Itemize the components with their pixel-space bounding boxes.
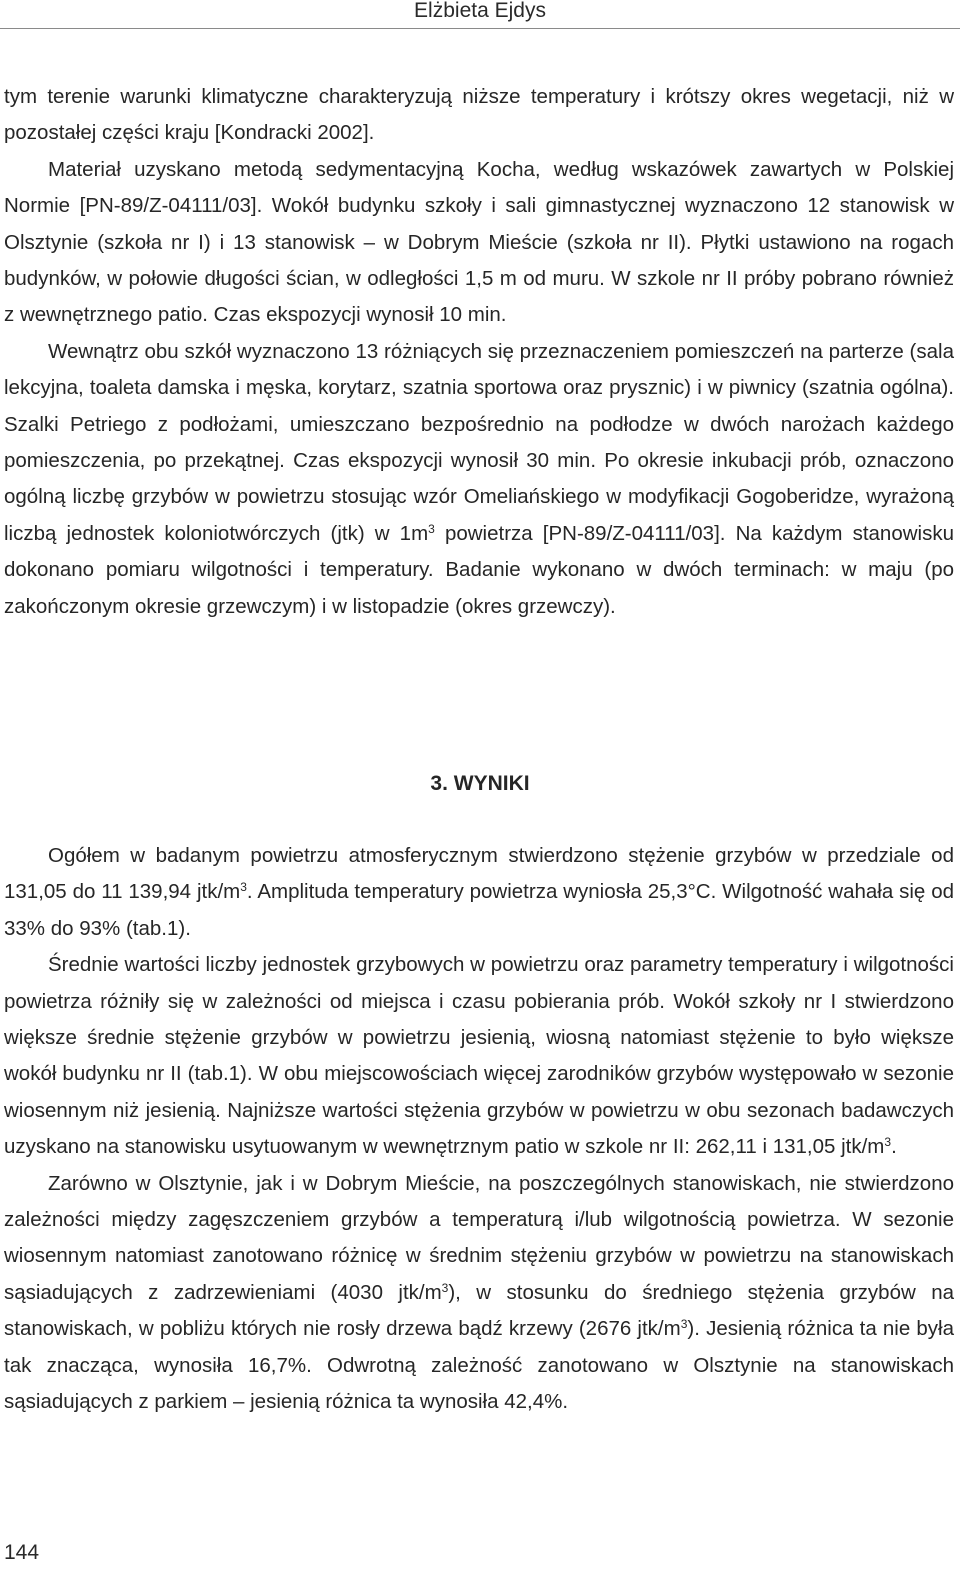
paragraph-mean-values (4, 947, 954, 1165)
running-header-author: Elżbieta Ejdys (414, 0, 546, 22)
text-span: Średnie wartości liczby jednostek grzybowych w powietrzu oraz parametry temperatury i wilgotności powietrza różniły się w zależności od miejsca i czasu pobierania prób. Wokół szkoły nr I stwierdzono większe średnie stężenie grzybów w powietrzu jesienią, wiosną natomiast stężenie to było większe wokół budynku nr II (tab.1). W obu miejscowościach więcej zarodników grzybów występowało w sezonie wiosennym niż jesienią. Najniższe wartości stężenia grzybów w powietrzu w obu sezonach badawczych uzyskano na stanowisku usytuowanym w wewnętrznym patio w szkole nr II: 262,11 i 131,05 jtk/m (4, 953, 954, 1159)
paragraph-trees-comparison (4, 1166, 954, 1421)
page-number: 144 (4, 1541, 40, 1564)
superscript: 3 (680, 1317, 688, 1332)
text-span: powietrza [PN-89/Z-04111/03]. Na każdym stanowisku dokonano pomiaru wilgotności i temperatury. Badanie wykonano w dwóch terminach: w maju (po zakończonym okresie grzewczym) i w listopadzie (okres grzewczy). (4, 521, 954, 618)
paragraph-sampling-method: Materiał uzyskano metodą sedymentacyjną Kocha, według wskazówek zawartych w Polskiej Normie [PN-89/Z-04111/03]. Wokół budynku szkoły i sali gimnastycznej wyznaczono 12 stanowisk w Olsztynie (szkoła nr I) i 13 stanowisk – w Dobrym Mieście (szkoła nr II). Płytki ustawiono na rogach budynków, w połowie długości ścian, w odległości 1,5 m od muru. W szkole nr II próby pobrano również z wewnętrznego patio. Czas ekspozycji wynosił 10 min. (4, 157, 954, 327)
superscript: 3 (884, 1135, 892, 1150)
text-span: . Amplituda temperatury powietrza wyniosła 25,3°C. Wilgotność wahała się od 33% do 93% (tab.1). (4, 880, 954, 940)
text-span: ), w stosunku do średniego stężenia grzybów na stanowiskach, w pobliżu których nie rosły drzewa bądź krzewy (2676 jtk/m (4, 1280, 954, 1341)
text-span: . (891, 1135, 897, 1159)
text-span: Zarówno w Olsztynie, jak i w Dobrym Mieście, na poszczególnych stanowiskach, nie stwierdzono zależności między zagęszczeniem grzybów a temperaturą i/lub wilgotnością powietrza. W sezonie wiosennym natomiast zanotowano różnicę w średnim stężeniu grzybów w powietrzu na stanowiskach sąsiadujących z zadrzewieniami (4030 jtk/m (4, 1171, 954, 1304)
paragraph-climate-continuation: tym terenie warunki klimatyczne charakteryzują niższe temperatury i krótszy okres wegetacji, niż w pozostałej części kraju [Kondracki 2002]. (4, 85, 954, 145)
paragraph-indoor-sampling (4, 334, 954, 625)
text-span: Ogółem w badanym powietrzu atmosferycznym stwierdzono stężenie grzybów w przedziale od 131,05 do 11 139,94 jtk/m (4, 844, 954, 904)
superscript: 3 (428, 521, 435, 536)
text-span: ). Jesienią różnica ta nie była tak znacząca, wynosiła 16,7%. Odwrotną zależność zanotowano w Olsztynie na stanowiskach sąsiadujących z parkiem – jesienią różnica ta wynosiła 42,4%. (4, 1317, 955, 1414)
results-text-block (4, 838, 954, 1421)
superscript: 3 (240, 880, 247, 895)
paragraph-overall-concentration (4, 838, 954, 947)
methods-text-block (4, 79, 954, 625)
section-heading-results: 3. WYNIKI (430, 772, 530, 795)
superscript: 3 (441, 1280, 449, 1295)
header-divider (0, 28, 960, 29)
text-span: Wewnątrz obu szkół wyznaczono 13 różniących się przeznaczeniem pomieszczeń na parterze (sala lekcyjna, toaleta damska i męska, korytarz, szatnia sportowa oraz prysznic) i w piwnicy (szatnia ogólna). Szalki Petriego z podłożami, umieszczano bezpośrednio na podłodze w dwóch narożach każdego pomieszczenia, po przekątnej. Czas ekspozycji wynosił 30 min. Po okresie inkubacji prób, oznaczono ogólną liczbę grzybów w powietrzu stosując wzór Omeliańskiego w modyfikacji Gogoberidze, wyrażoną liczbą jednostek koloniotwórczych (jtk) w 1m (4, 339, 954, 545)
